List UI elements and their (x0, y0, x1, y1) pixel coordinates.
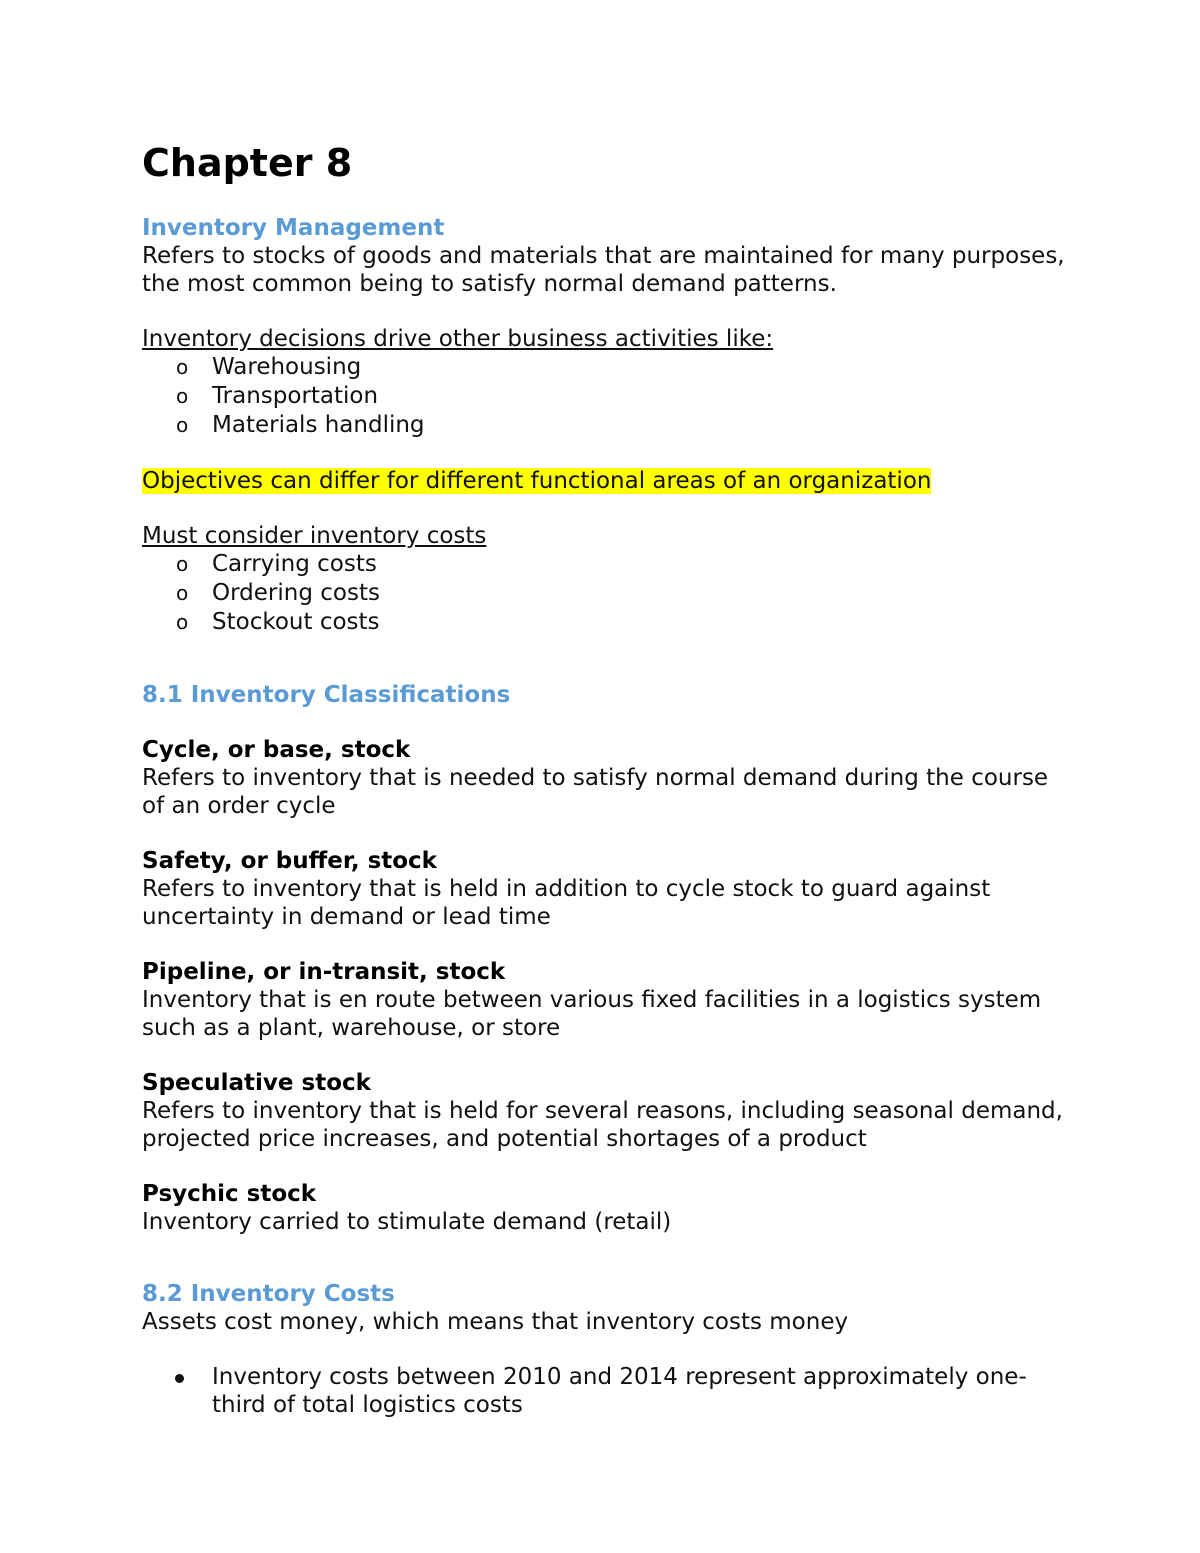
circle-bullet-icon: o (176, 355, 189, 379)
list-item: o Carrying costs (176, 551, 377, 577)
costs-label: Must consider inventory costs (142, 523, 487, 549)
list-item: o Ordering costs (176, 580, 380, 606)
circle-bullet-icon: o (176, 552, 189, 576)
term-cycle-stock: Cycle, or base, stock (142, 737, 411, 763)
inventory-management-definition: Refers to stocks of goods and materials that are maintained for many purposes, the most common being to satisfy normal demand patterns. (142, 243, 1065, 297)
section-8-2-heading: 8.2 Inventory Costs (142, 1281, 395, 1307)
list-item: o Warehousing (176, 354, 362, 380)
circle-bullet-icon: o (176, 581, 189, 605)
term-definition: Refers to inventory that is needed to satisfy normal demand during the course of an order cycle (142, 765, 1049, 819)
term-safety-stock: Safety, or buffer, stock (142, 848, 437, 874)
section-8-2-text: Assets cost money, which means that inventory costs money (142, 1309, 849, 1335)
circle-bullet-icon: o (176, 384, 189, 408)
inventory-costs-bullets (142, 1363, 1072, 1419)
chapter-title: Chapter 8 (142, 141, 353, 185)
term-definition: Inventory that is en route between various fixed facilities in a logistics system such as a plant, warehouse, or store (142, 987, 1042, 1041)
bullet-dot-icon (175, 1374, 184, 1383)
drivers-label: Inventory decisions drive other business activities like: (142, 326, 774, 352)
list-item: o Materials handling (176, 412, 425, 438)
drivers-list (142, 353, 1072, 440)
circle-bullet-icon: o (176, 610, 189, 634)
list-item: Inventory costs between 2010 and 2014 represent approximately one-third of total logistics costs (142, 1363, 1072, 1419)
section-8-1-heading: 8.1 Inventory Classifications (142, 682, 511, 708)
list-item: o Stockout costs (176, 609, 380, 635)
list-item: o Transportation (176, 383, 379, 409)
term-definition: Refers to inventory that is held in addition to cycle stock to guard against uncertainty in demand or lead time (142, 876, 991, 930)
term-definition: Inventory carried to stimulate demand (retail) (142, 1209, 672, 1235)
term-definition: Refers to inventory that is held for several reasons, including seasonal demand, projected price increases, and potential shortages of a product (142, 1098, 1063, 1152)
inventory-management-heading: Inventory Management (142, 215, 445, 241)
term-speculative-stock: Speculative stock (142, 1070, 371, 1096)
circle-bullet-icon: o (176, 413, 189, 437)
term-pipeline-stock: Pipeline, or in-transit, stock (142, 959, 506, 985)
objectives-note: Objectives can differ for different functional areas of an organization (142, 468, 932, 494)
document-page (142, 140, 1072, 1419)
costs-list (142, 550, 1072, 637)
term-psychic-stock: Psychic stock (142, 1181, 317, 1207)
